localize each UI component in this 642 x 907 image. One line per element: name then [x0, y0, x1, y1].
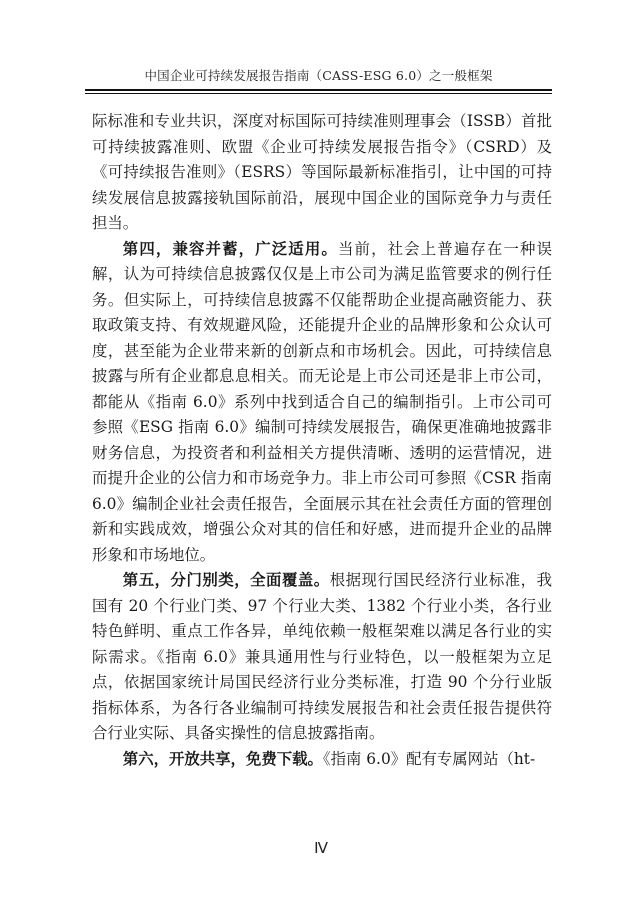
paragraph-fifth: [92, 568, 552, 747]
paragraph-text: 际标准和专业共识，深度对标国际可持续准则理事会（ISSB）首批可持续披露准则、欧盟《企业可持续发展报告指令》（CSRD）及《可持续报告准则》（ESRS）等国际最新标准指引，让中国的可持续发展信息披露接轨国际前沿，展现中国企业的国际竞争力与责任担当。: [92, 112, 552, 232]
paragraph-fourth: [92, 237, 552, 569]
paragraph-lead: 第四，兼容并蓄，广泛适用。: [122, 239, 338, 258]
page-number: Ⅳ: [314, 841, 328, 857]
header-rule-thin: [85, 93, 552, 94]
paragraph-text: 当前，社会上普遍存在一种误解，认为可持续信息披露仅仅是上市公司为满足监管要求的例行任务。但实际上，可持续信息披露不仅能帮助企业提高融资能力、获取政策支持、有效规避风险，还能提升企业的品牌形象和公众认可度，甚至能为企业带来新的创新点和市场机会。因此，可持续信息披露与所有企业都息息相关。而无论是上市公司还是非上市公司，都能从《指南 6.0》系列中找到适合自己的编制指引。上市公司可参照《ESG 指南 6.0》编制可持续发展报告，确保更准确地披露非财务信息，为投资者和利益相关方提供清晰、透明的运营情况，进而提升企业的公信力和市场竞争力。非上市公司可参照《CSR 指南 6.0》编制企业社会责任报告，全面展示其在社会责任方面的管理创新和实践成效，增强公众对其的信任和好感，进而提升企业的品牌形象和市场地位。: [92, 239, 552, 564]
paragraph-lead: 第五，分门别类，全面覆盖。: [122, 571, 330, 589]
paragraph-text: 根据现行国民经济行业标准，我国有 20 个行业门类、97 个行业大类、1382 个行业小类，各行业特色鲜明、重点工作各异，单纯依赖一般框架难以满足各行业的实际需求。《指南 6.0》兼具通用性与行业特色，以一般框架为立足点，依据国家统计局国民经济行业分类标准，打造 90 个分行业版指标体系，为各行各业编制可持续发展报告和社会责任报告提供符合行业实际、具备实操性的信息披露指南。: [92, 571, 552, 742]
running-header: 中国企业可持续发展报告指南（CASS-ESG 6.0）之一般框架: [144, 68, 493, 83]
body-text: [92, 109, 552, 772]
header-divider: [85, 89, 552, 94]
paragraph-continuation: [92, 109, 552, 237]
paragraph-text: 《指南 6.0》配有专属网站（ht-: [322, 749, 536, 768]
header-rule-thick: [85, 89, 552, 91]
paragraph-sixth: [92, 747, 552, 773]
paragraph-lead: 第六，开放共享，免费下载。: [122, 749, 323, 768]
